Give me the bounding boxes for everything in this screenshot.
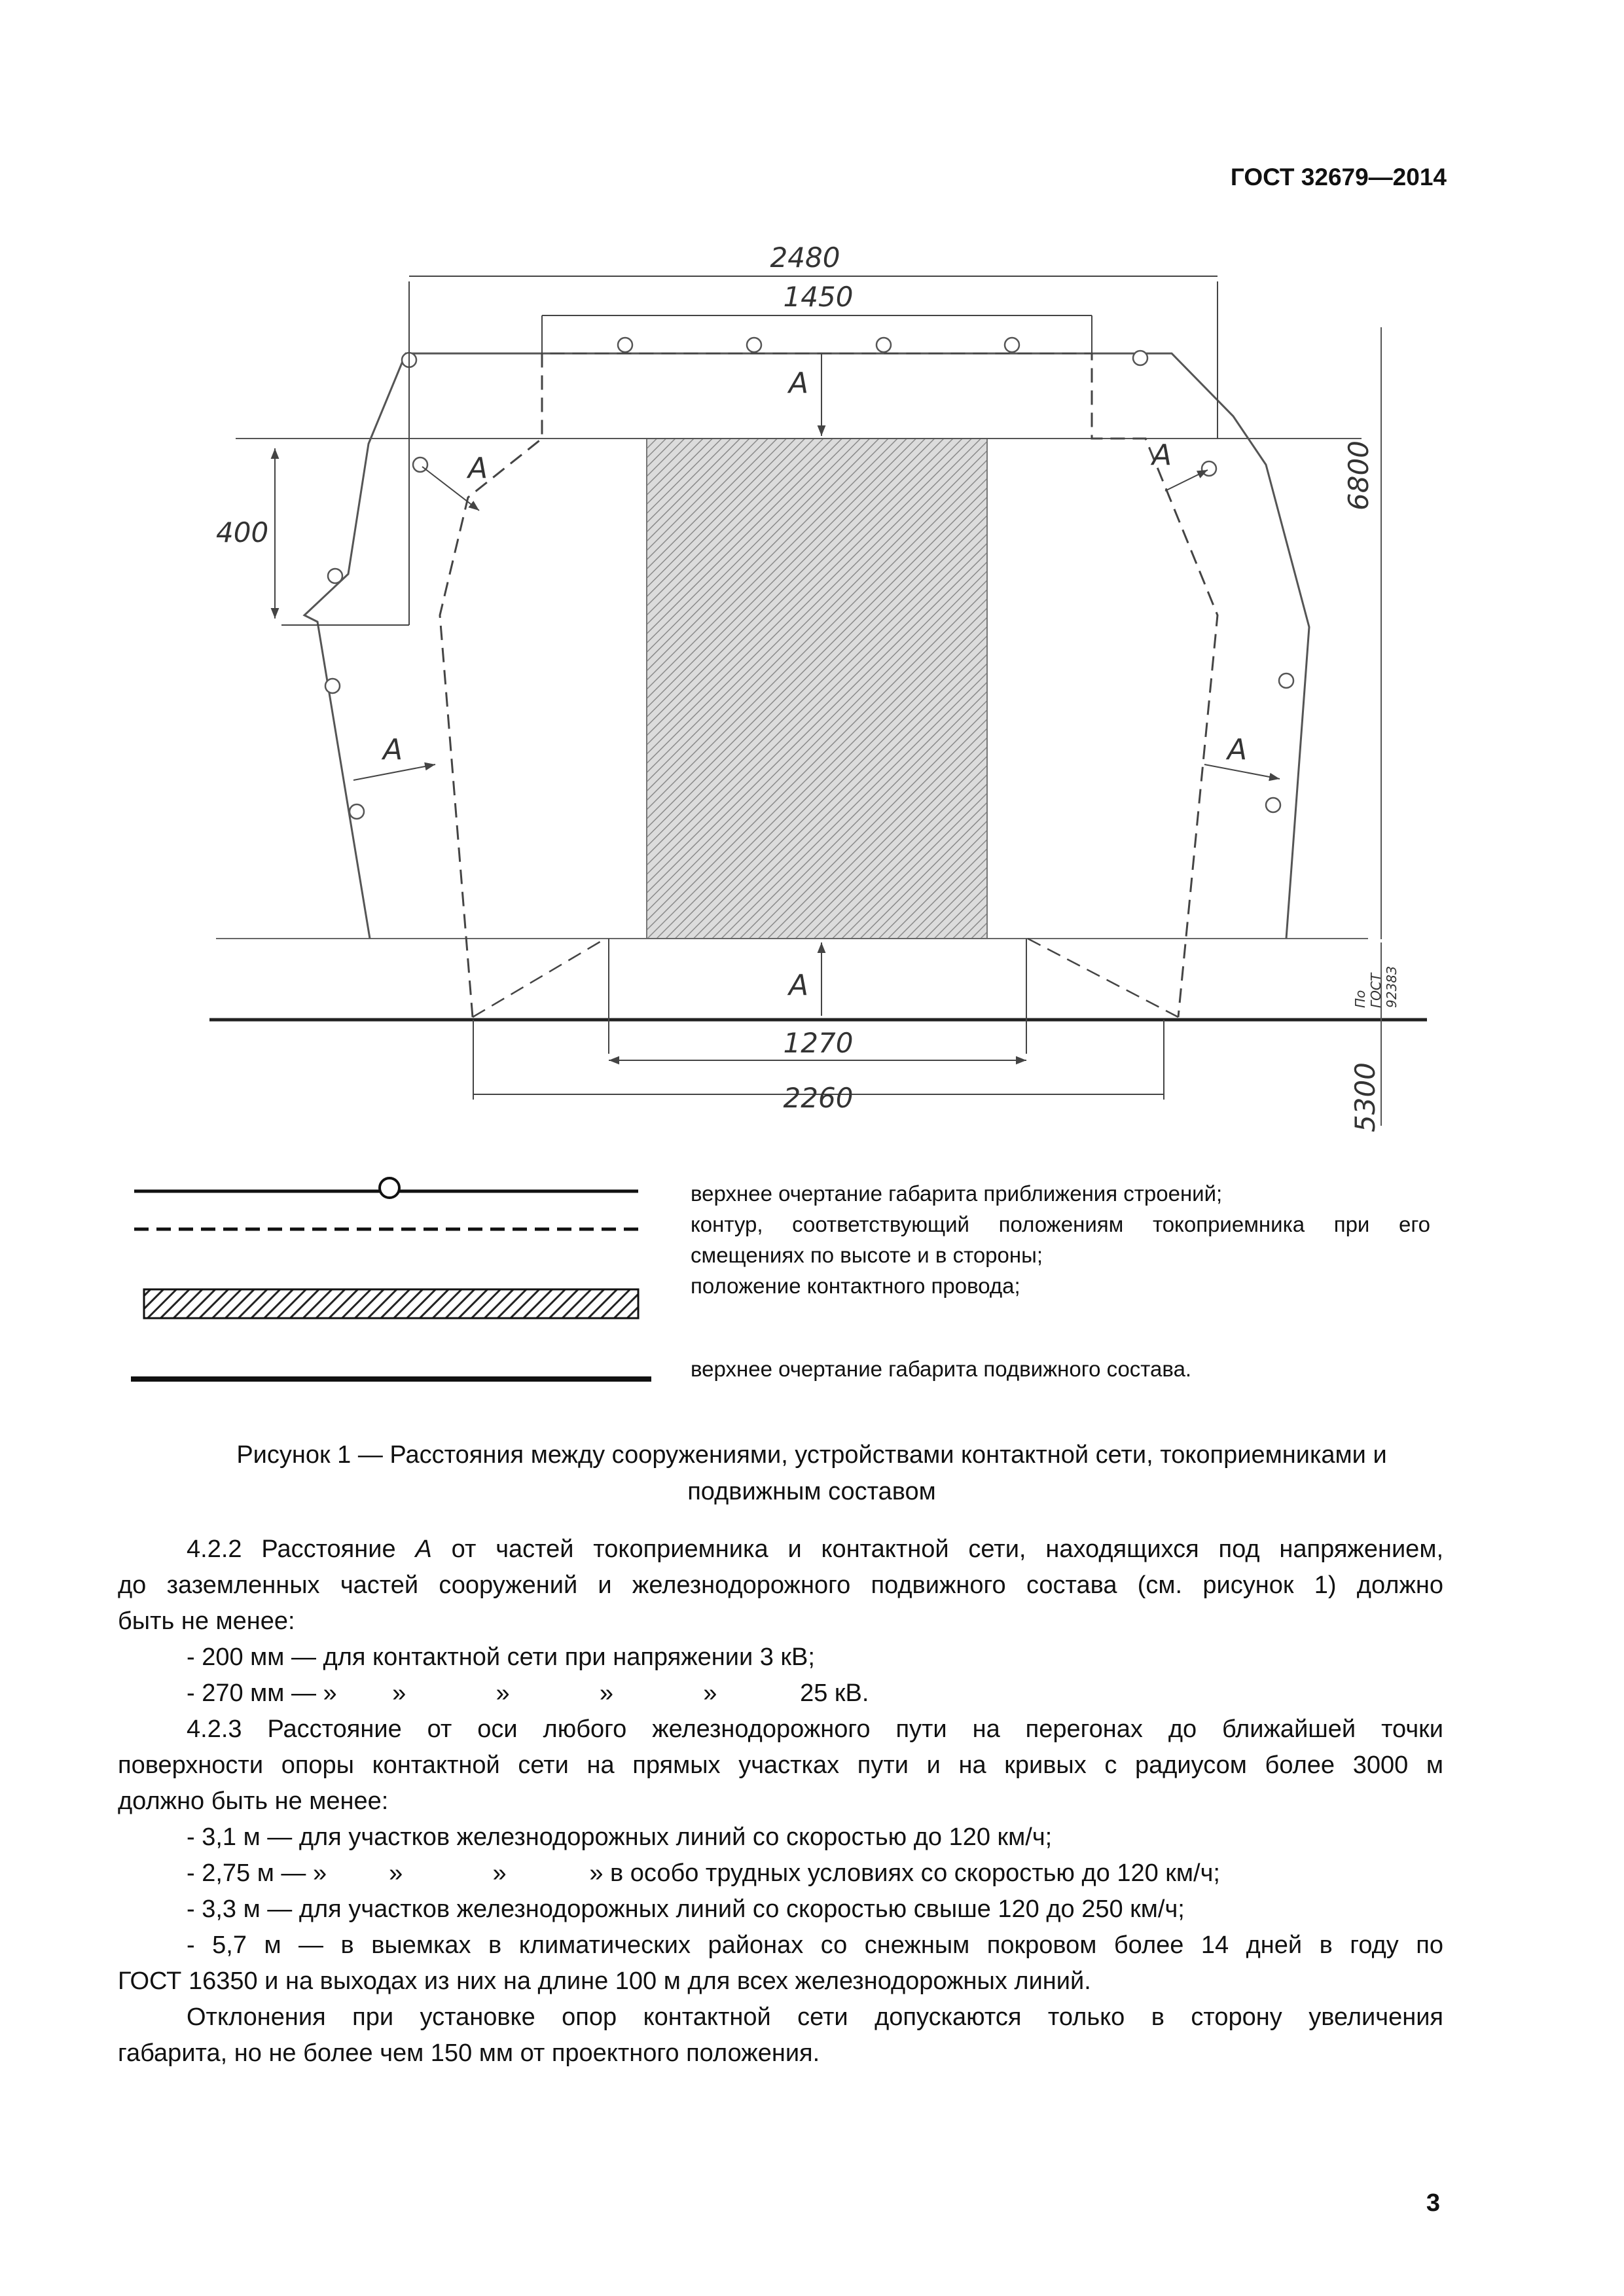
svg-text:ГОСТ: ГОСТ xyxy=(1368,973,1384,1008)
list-item-270mm: - 270 мм — » » » » » 25 кВ. xyxy=(187,1679,869,1707)
figure-caption: Рисунок 1 — Расстояния между сооружениями, устройствами контактной сети, токоприемниками и подвижным составом xyxy=(236,1441,1387,1505)
para-deviation-line1: Отклонения при установке опор контактной сети допускаются только в сторону увеличения xyxy=(187,2003,1443,2031)
label-a-right-lower: A xyxy=(1227,733,1248,766)
list-item-5-7m-line2: ГОСТ 16350 и на выходах из них на длине 100 м для всех железнодорожных линий. xyxy=(118,1967,1091,1995)
para-422-line1: 4.2.2 Расстояние А от частей токоприемника и контактной сети, находящихся под напряжением, xyxy=(187,1535,1443,1563)
svg-text:По: По xyxy=(1352,990,1368,1008)
dim-1270: 1270 xyxy=(783,1027,854,1059)
dim-1450: 1450 xyxy=(783,281,854,313)
list-item-3-1m: - 3,1 м — для участков железнодорожных линий со скоростью до 120 км/ч; xyxy=(187,1823,1053,1851)
dim-2480: 2480 xyxy=(770,242,840,274)
svg-text:9238З: 9238З xyxy=(1384,966,1399,1008)
gost-note xyxy=(1352,966,1399,1008)
para-423-line1: 4.2.3 Расстояние от оси любого железнодорожного пути на перегонах до ближайшей точки xyxy=(187,1715,1443,1743)
para-422-line2: до заземленных частей сооружений и железнодорожного подвижного состава (см. рисунок 1) должно xyxy=(118,1571,1443,1599)
label-a-right-upper: A xyxy=(1152,439,1172,472)
label-a-bottom: A xyxy=(789,969,809,1002)
label-a-left-lower: A xyxy=(383,733,403,766)
list-item-5-7m-line1: - 5,7 м — в выемках в климатических районах со снежным покровом более 14 дней в году по xyxy=(187,1931,1443,1959)
para-423-line2: поверхности опоры контактной сети на прямых участках пути и на кривых с радиусом более 3000 м xyxy=(118,1751,1443,1779)
para-422-line3: быть не менее: xyxy=(118,1607,295,1635)
pantograph-base-right xyxy=(1028,939,1178,1017)
legend-item-wire: положение контактного провода; xyxy=(691,1274,1020,1298)
page-number: 3 xyxy=(1426,2189,1440,2217)
label-a-top: A xyxy=(789,367,809,400)
legend-item-pantograph-line1: контур, соответствующий положениям токоприемника при его xyxy=(691,1212,1430,1236)
legend-structure-line-symbol xyxy=(134,1178,638,1198)
legend-item-rolling-stock: верхнее очертание габарита подвижного состава. xyxy=(691,1357,1192,1381)
dim-2260: 2260 xyxy=(783,1082,854,1114)
legend-wire-symbol xyxy=(144,1289,638,1318)
legend-item-pantograph-line2: смещениях по высоте и в стороны; xyxy=(691,1243,1043,1267)
document-header: ГОСТ 32679—2014 xyxy=(1230,164,1447,190)
list-item-200mm: - 200 мм — для контактной сети при напряжении 3 кВ; xyxy=(187,1643,815,1671)
pantograph-base-left xyxy=(473,939,605,1017)
para-deviation-line2: габарита, но не более чем 150 мм от проектного положения. xyxy=(118,2039,820,2067)
para-423-line3: должно быть не менее: xyxy=(118,1787,389,1815)
dim-400: 400 xyxy=(216,516,269,548)
list-item-2-75m: - 2,75 м — » » » » в особо трудных условиях со скоростью до 120 км/ч; xyxy=(187,1859,1220,1887)
legend-item-structure: верхнее очертание габарита приближения строений; xyxy=(691,1181,1223,1206)
dim-5300: 5300 xyxy=(1349,1062,1381,1132)
dim-6800: 6800 xyxy=(1343,440,1375,511)
label-a-left-upper: A xyxy=(468,452,488,485)
contact-wire-zone xyxy=(647,439,987,939)
legend-symbols xyxy=(128,1168,651,1384)
figure-clearance-diagram xyxy=(196,223,1538,1152)
list-item-3-3m: - 3,3 м — для участков железнодорожных линий со скоростью свыше 120 до 250 км/ч; xyxy=(187,1895,1185,1923)
